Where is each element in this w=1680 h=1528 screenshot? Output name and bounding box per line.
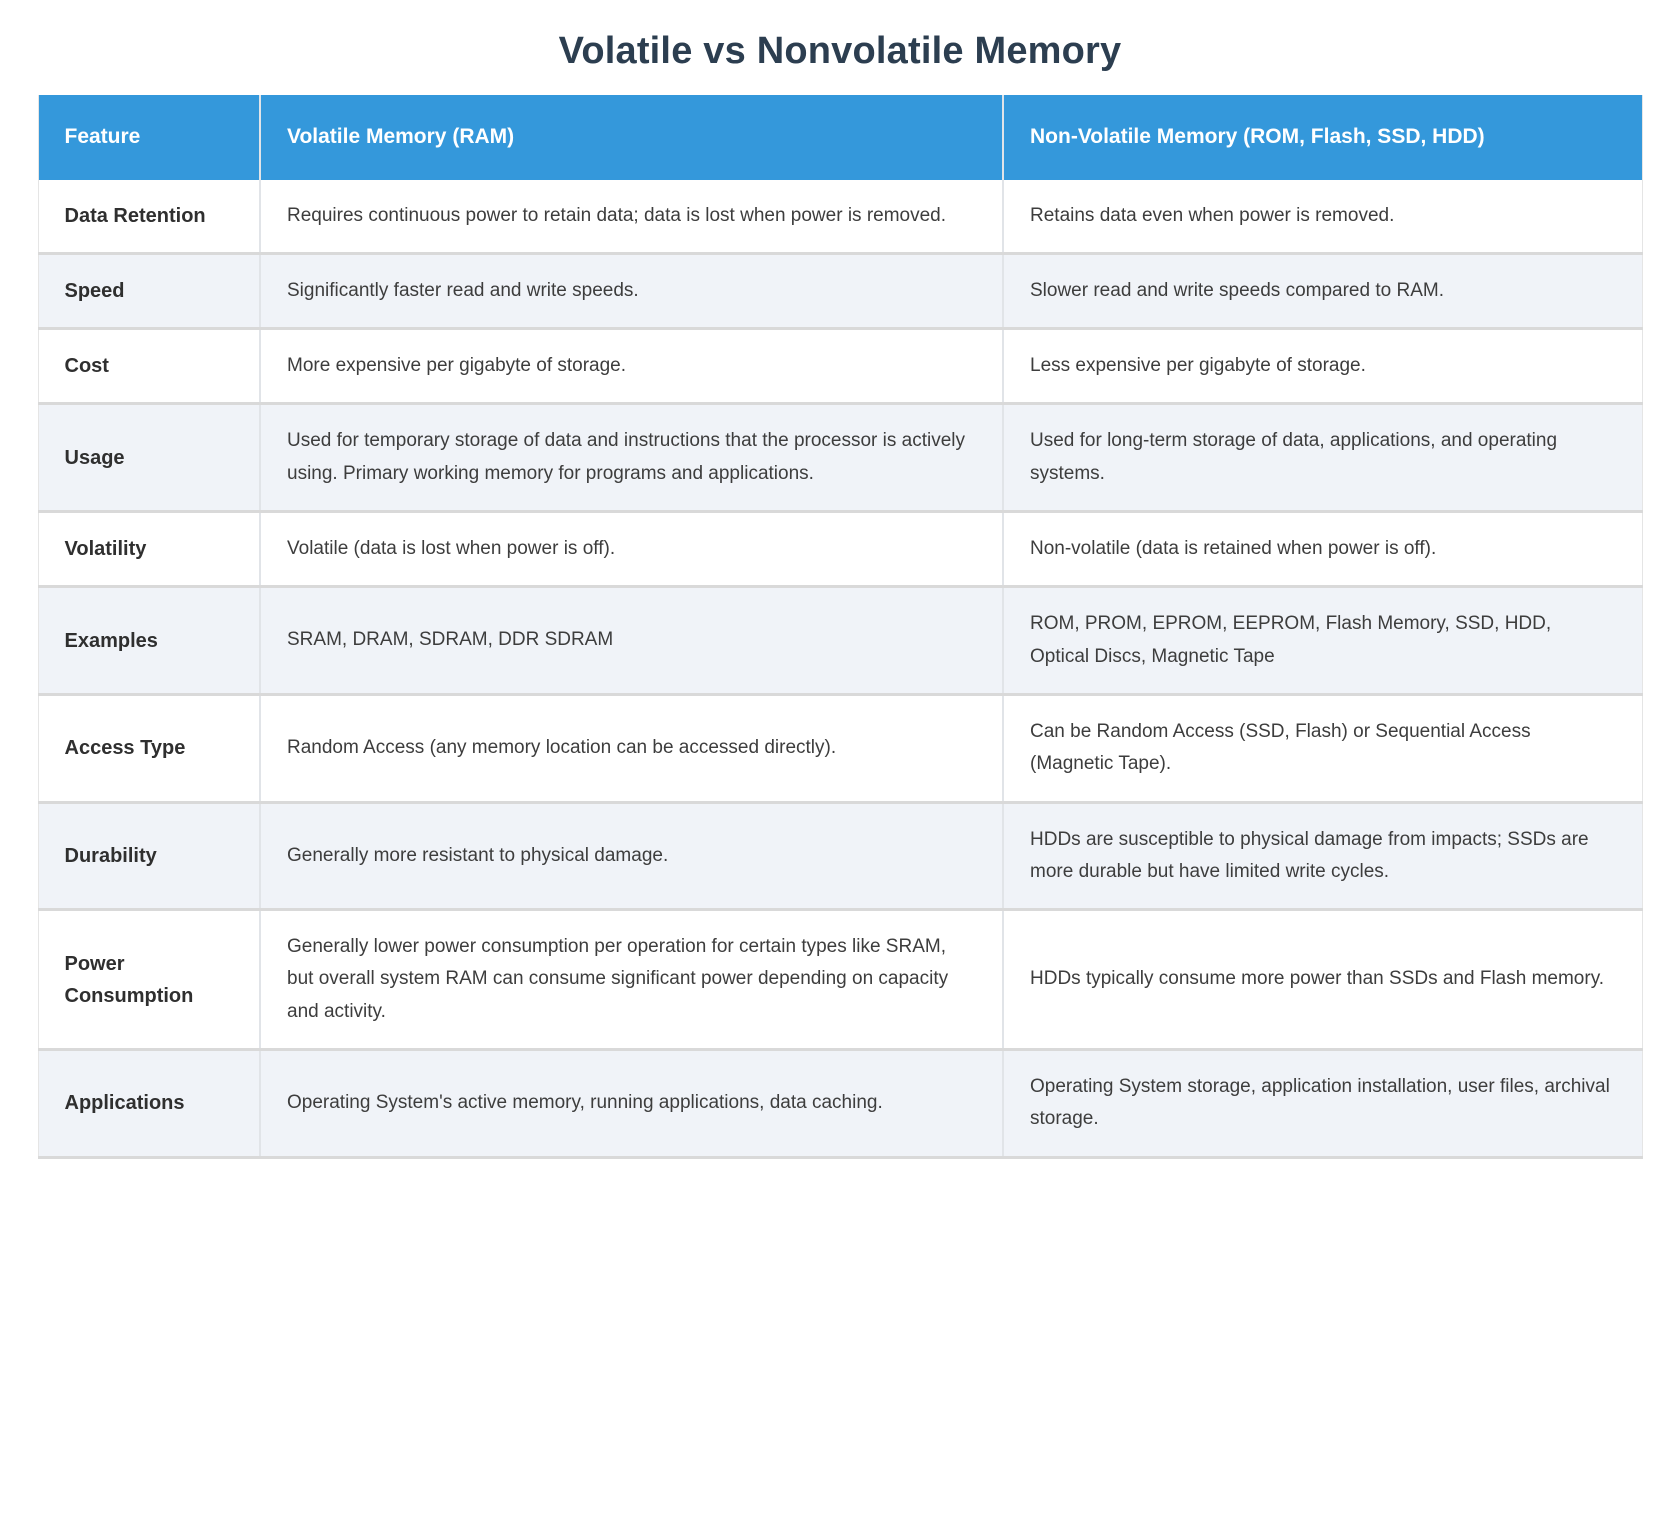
nonvolatile-cell: HDDs typically consume more power than SSDs and Flash memory.	[1003, 910, 1642, 1050]
volatile-cell: Volatile (data is lost when power is off).	[260, 512, 1003, 587]
memory-comparison-table	[38, 95, 1643, 1159]
table-header	[38, 95, 1642, 180]
table-row-power-consumption	[38, 910, 1642, 1050]
header-row	[38, 95, 1642, 180]
nonvolatile-cell: Slower read and write speeds compared to RAM.	[1003, 253, 1642, 328]
table-row-volatility	[38, 512, 1642, 587]
feature-label: Speed	[38, 253, 260, 328]
table-row-speed	[38, 253, 1642, 328]
feature-label: Durability	[38, 802, 260, 910]
nonvolatile-cell: ROM, PROM, EPROM, EEPROM, Flash Memory, SSD, HDD, Optical Discs, Magnetic Tape	[1003, 587, 1642, 695]
feature-label: Applications	[38, 1050, 260, 1158]
volatile-cell: Used for temporary storage of data and instructions that the processor is actively using. Primary working memory for programs and applications.	[260, 404, 1003, 512]
nonvolatile-cell: Operating System storage, application installation, user files, archival storage.	[1003, 1050, 1642, 1158]
table-row-access-type	[38, 694, 1642, 802]
feature-label: Examples	[38, 587, 260, 695]
table-row-durability	[38, 802, 1642, 910]
table-body	[38, 180, 1642, 1158]
feature-label: Data Retention	[64, 204, 206, 227]
table-row-cost	[38, 329, 1642, 404]
volatile-cell: More expensive per gigabyte of storage.	[260, 329, 1003, 404]
feature-label: Cost	[38, 329, 260, 404]
table-row-applications	[38, 1050, 1642, 1158]
nonvolatile-cell: Can be Random Access (SSD, Flash) or Sequential Access (Magnetic Tape).	[1003, 694, 1642, 802]
nonvolatile-cell: Less expensive per gigabyte of storage.	[1003, 329, 1642, 404]
column-header-volatile-memory: Volatile Memory (RAM)	[260, 95, 1003, 180]
column-header-feature: Feature	[38, 95, 260, 180]
column-header-nonvolatile-memory: Non-Volatile Memory (ROM, Flash, SSD, HDD)	[1003, 95, 1642, 180]
feature-label: Power Consumption	[38, 910, 260, 1050]
nonvolatile-cell: Non-volatile (data is retained when power is off).	[1003, 512, 1642, 587]
volatile-cell: Requires continuous power to retain data; data is lost when power is removed.	[260, 180, 1003, 254]
table-row-usage	[38, 404, 1642, 512]
volatile-cell: SRAM, DRAM, SDRAM, DDR SDRAM	[260, 587, 1003, 695]
nonvolatile-cell: HDDs are susceptible to physical damage from impacts; SSDs are more durable but have limited write cycles.	[1003, 802, 1642, 910]
volatile-cell: Generally more resistant to physical damage.	[260, 802, 1003, 910]
volatile-cell: Significantly faster read and write speeds.	[260, 253, 1003, 328]
nonvolatile-cell: Used for long-term storage of data, applications, and operating systems.	[1003, 404, 1642, 512]
feature-label: Usage	[38, 404, 260, 512]
volatile-cell: Operating System's active memory, running applications, data caching.	[260, 1050, 1003, 1158]
volatile-cell: Random Access (any memory location can be accessed directly).	[260, 694, 1003, 802]
volatile-cell: Generally lower power consumption per operation for certain types like SRAM, but overall system RAM can consume significant power depending on capacity and activity.	[260, 910, 1003, 1050]
feature-label: Volatility	[38, 512, 260, 587]
page-title: Volatile vs Nonvolatile Memory	[558, 30, 1122, 72]
table-row-examples	[38, 587, 1642, 695]
table-row-data-retention	[38, 180, 1642, 254]
nonvolatile-cell: Retains data even when power is removed.	[1003, 180, 1642, 254]
feature-label: Access Type	[38, 694, 260, 802]
